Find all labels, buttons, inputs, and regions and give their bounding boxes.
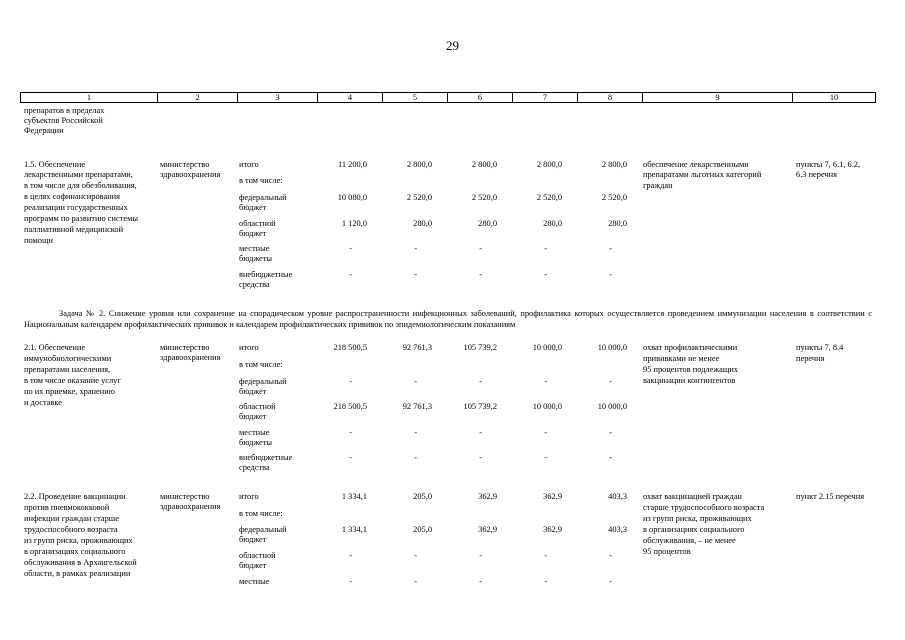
value-cell: - bbox=[414, 453, 417, 462]
value-cell: - bbox=[414, 377, 417, 386]
value-cell: - bbox=[414, 270, 417, 279]
value-cell: 280,0 bbox=[543, 219, 562, 228]
value-cell: 10 080,0 bbox=[337, 193, 367, 202]
value-cell: 2 520,0 bbox=[406, 193, 432, 202]
label-including: в том числе: bbox=[239, 360, 283, 369]
row-2-2-reference: пункт 2.15 перечня bbox=[796, 492, 865, 501]
label-including: в том числе: bbox=[239, 176, 283, 185]
row-1-5-name-line: паллиативной медицинской bbox=[24, 225, 124, 234]
row-2-2-name-line: в организациях социального bbox=[24, 547, 126, 556]
value-cell: - bbox=[609, 244, 612, 253]
value-cell: - bbox=[479, 270, 482, 279]
row-2-2-name-line: против пневмококковой bbox=[24, 503, 110, 512]
value-cell: - bbox=[479, 428, 482, 437]
label-federal: бюджет bbox=[239, 203, 267, 212]
row-2-2-name-line: 2.2. Проведение вакцинации bbox=[24, 492, 126, 501]
value-cell: 105 739,2 bbox=[463, 402, 497, 411]
row-2-2-name-line: инфекции граждан старше bbox=[24, 514, 119, 523]
value-cell: 280,0 bbox=[413, 219, 432, 228]
value-cell: - bbox=[544, 377, 547, 386]
value-cell: 403,3 bbox=[608, 492, 627, 501]
value-cell: - bbox=[349, 244, 352, 253]
label-federal: федеральный bbox=[239, 525, 287, 534]
value-cell: 10 000,0 bbox=[532, 402, 562, 411]
value-cell: 1 334,1 bbox=[341, 525, 367, 534]
value-cell: 362,9 bbox=[478, 525, 497, 534]
column-header-row bbox=[20, 92, 876, 103]
row-2-1-executor: здравоохранения bbox=[160, 353, 221, 362]
continuation-line: субъектов Российской bbox=[24, 116, 103, 125]
row-2-2-executor: здравоохранения bbox=[160, 502, 221, 511]
value-cell: 2 800,0 bbox=[406, 160, 432, 169]
value-cell: 205,0 bbox=[413, 525, 432, 534]
column-header-4: 4 bbox=[318, 93, 383, 103]
value-cell: 205,0 bbox=[413, 492, 432, 501]
column-header-6: 6 bbox=[448, 93, 513, 103]
value-cell: 92 761,3 bbox=[402, 402, 432, 411]
value-cell: - bbox=[609, 270, 612, 279]
value-cell: - bbox=[609, 377, 612, 386]
row-2-2-name-line: области, в рамках реализации bbox=[24, 569, 131, 578]
value-cell: - bbox=[414, 551, 417, 560]
value-cell: 2 800,0 bbox=[536, 160, 562, 169]
value-cell: 1 120,0 bbox=[341, 219, 367, 228]
row-2-2-name-line: обслуживания в Архангельской bbox=[24, 558, 137, 567]
value-cell: 2 800,0 bbox=[471, 160, 497, 169]
row-1-5-executor: министерство bbox=[160, 160, 210, 169]
row-1-5-name-line: программ по развитию системы bbox=[24, 214, 139, 223]
label-extra: средства bbox=[239, 280, 270, 289]
value-cell: - bbox=[544, 551, 547, 560]
continuation-line: препаратов в пределах bbox=[24, 106, 105, 115]
value-cell: 218 500,5 bbox=[333, 343, 367, 352]
row-2-2-name-line: трудоспособного возраста bbox=[24, 525, 118, 534]
value-cell: 362,9 bbox=[478, 492, 497, 501]
row-1-5-name-line: реализации государственных bbox=[24, 203, 128, 212]
column-header-1: 1 bbox=[21, 93, 158, 103]
row-2-1-name-line: и доставке bbox=[24, 398, 62, 407]
row-1-5-reference: 6.3 перечня bbox=[796, 170, 838, 179]
value-cell: - bbox=[609, 428, 612, 437]
page-number: 29 bbox=[446, 38, 459, 53]
value-cell: 280,0 bbox=[608, 219, 627, 228]
label-regional: областной bbox=[239, 219, 276, 228]
row-2-1-reference: пункты 7, 8.4 bbox=[796, 343, 844, 352]
value-cell: - bbox=[349, 453, 352, 462]
value-cell: - bbox=[544, 453, 547, 462]
value-cell: - bbox=[609, 453, 612, 462]
value-cell: - bbox=[479, 453, 482, 462]
value-cell: 218 500,5 bbox=[333, 402, 367, 411]
value-cell: - bbox=[479, 377, 482, 386]
label-total: итого bbox=[239, 160, 259, 169]
value-cell: 403,3 bbox=[608, 525, 627, 534]
label-regional: областной bbox=[239, 402, 276, 411]
row-2-1-name-line: иммунобиологическими bbox=[24, 354, 112, 363]
row-2-2-result: старше трудоспособного возраста bbox=[643, 503, 765, 512]
value-cell: 10 000,0 bbox=[597, 343, 627, 352]
row-1-5-name-line: 1.5. Обеспечение bbox=[24, 160, 86, 169]
value-cell: - bbox=[414, 577, 417, 586]
row-2-2-result: в организациях социального bbox=[643, 525, 745, 534]
column-header-10: 10 bbox=[793, 93, 876, 103]
row-1-5-name-line: помощи bbox=[24, 236, 53, 245]
label-local: местные bbox=[239, 244, 270, 253]
value-cell: 362,9 bbox=[543, 492, 562, 501]
value-cell: 1 334,1 bbox=[341, 492, 367, 501]
row-2-1-result: охват профилактическими bbox=[643, 343, 738, 352]
value-cell: 105 739,2 bbox=[463, 343, 497, 352]
label-local: бюджеты bbox=[239, 254, 273, 263]
value-cell: - bbox=[609, 551, 612, 560]
value-cell: - bbox=[349, 551, 352, 560]
value-cell: - bbox=[349, 428, 352, 437]
value-cell: 10 000,0 bbox=[597, 402, 627, 411]
label-extra: средства bbox=[239, 463, 270, 472]
value-cell: - bbox=[414, 244, 417, 253]
label-local: местные bbox=[239, 577, 270, 586]
value-cell: 11 200,0 bbox=[337, 160, 367, 169]
row-2-1-result: прививками не менее bbox=[643, 354, 720, 363]
row-2-2-executor: министерство bbox=[160, 492, 210, 501]
column-header-9: 9 bbox=[643, 93, 793, 103]
row-2-1-name-line: 2.1. Обеспечение bbox=[24, 343, 86, 352]
row-2-2-result: из групп риска, проживающих bbox=[643, 514, 752, 523]
row-2-1-name-line: препаратами населения, bbox=[24, 365, 111, 374]
label-regional: областной bbox=[239, 551, 276, 560]
row-2-2-result: охват вакцинацией граждан bbox=[643, 492, 742, 501]
label-federal: бюджет bbox=[239, 387, 267, 396]
task-2-heading: Задача № 2. Снижение уровня или сохранение на спорадическом уровне распространенности инфекционных заболеваний, профилактика которых осуществляется проведением иммунизации населения в соответствии с Национальным календарем профилактических прививок и календарем профилактических прививок по эпидемиологическим показаниям bbox=[24, 309, 872, 329]
column-header-7: 7 bbox=[513, 93, 578, 103]
row-2-1-result: 95 процентов подлежащих bbox=[643, 365, 738, 374]
value-cell: 2 800,0 bbox=[601, 160, 627, 169]
value-cell: 2 520,0 bbox=[471, 193, 497, 202]
value-cell: - bbox=[349, 577, 352, 586]
label-regional: бюджет bbox=[239, 229, 267, 238]
value-cell: 10 000,0 bbox=[532, 343, 562, 352]
row-2-1-reference: перечня bbox=[796, 354, 825, 363]
label-including: в том числе: bbox=[239, 509, 283, 518]
label-extra: внебюджетные bbox=[239, 270, 293, 279]
row-2-1-name-line: по их приемке, хранению bbox=[24, 387, 115, 396]
row-1-5-name-line: в целях софинансирования bbox=[24, 192, 121, 201]
value-cell: 2 520,0 bbox=[601, 193, 627, 202]
value-cell: - bbox=[544, 577, 547, 586]
row-1-5-reference: пункты 7, 6.1, 6.2, bbox=[796, 160, 861, 169]
value-cell: 280,0 bbox=[478, 219, 497, 228]
row-2-2-result: 95 процентов bbox=[643, 547, 691, 556]
row-2-1-result: вакцинации контингентов bbox=[643, 376, 736, 385]
value-cell: 2 520,0 bbox=[536, 193, 562, 202]
column-header-8: 8 bbox=[578, 93, 643, 103]
value-cell: - bbox=[479, 551, 482, 560]
value-cell: - bbox=[414, 428, 417, 437]
label-regional: бюджет bbox=[239, 561, 267, 570]
row-2-1-name-line: в том числе оказание услуг bbox=[24, 376, 121, 385]
row-1-5-result: граждан bbox=[643, 181, 673, 190]
value-cell: 92 761,3 bbox=[402, 343, 432, 352]
label-local: местные bbox=[239, 428, 270, 437]
row-1-5-executor: здравоохранения bbox=[160, 170, 221, 179]
row-1-5-result: препаратами льготных категорий bbox=[643, 170, 762, 179]
label-federal: бюджет bbox=[239, 535, 267, 544]
row-1-5-name-line: лекарственными препаратами, bbox=[24, 170, 133, 179]
label-regional: бюджет bbox=[239, 412, 267, 421]
label-extra: внебюджетные bbox=[239, 453, 293, 462]
value-cell: - bbox=[349, 377, 352, 386]
continuation-line: Федерации bbox=[24, 126, 64, 135]
value-cell: - bbox=[349, 270, 352, 279]
row-2-1-executor: министерство bbox=[160, 343, 210, 352]
value-cell: - bbox=[544, 270, 547, 279]
label-federal: федеральный bbox=[239, 377, 287, 386]
value-cell: 362,9 bbox=[543, 525, 562, 534]
label-total: итого bbox=[239, 492, 259, 501]
label-federal: федеральный bbox=[239, 193, 287, 202]
column-header-3: 3 bbox=[238, 93, 318, 103]
label-total: итого bbox=[239, 343, 259, 352]
column-header-5: 5 bbox=[383, 93, 448, 103]
label-local: бюджеты bbox=[239, 438, 273, 447]
value-cell: - bbox=[609, 577, 612, 586]
value-cell: - bbox=[544, 244, 547, 253]
row-2-2-name-line: из групп риска, проживающих bbox=[24, 536, 133, 545]
row-1-5-result: обеспечение лекарственными bbox=[643, 160, 749, 169]
value-cell: - bbox=[479, 244, 482, 253]
column-header-2: 2 bbox=[158, 93, 238, 103]
row-1-5-name-line: в том числе для обезболивания, bbox=[24, 181, 137, 190]
row-2-2-result: обслуживания, – не менее bbox=[643, 536, 736, 545]
value-cell: - bbox=[544, 428, 547, 437]
value-cell: - bbox=[479, 577, 482, 586]
